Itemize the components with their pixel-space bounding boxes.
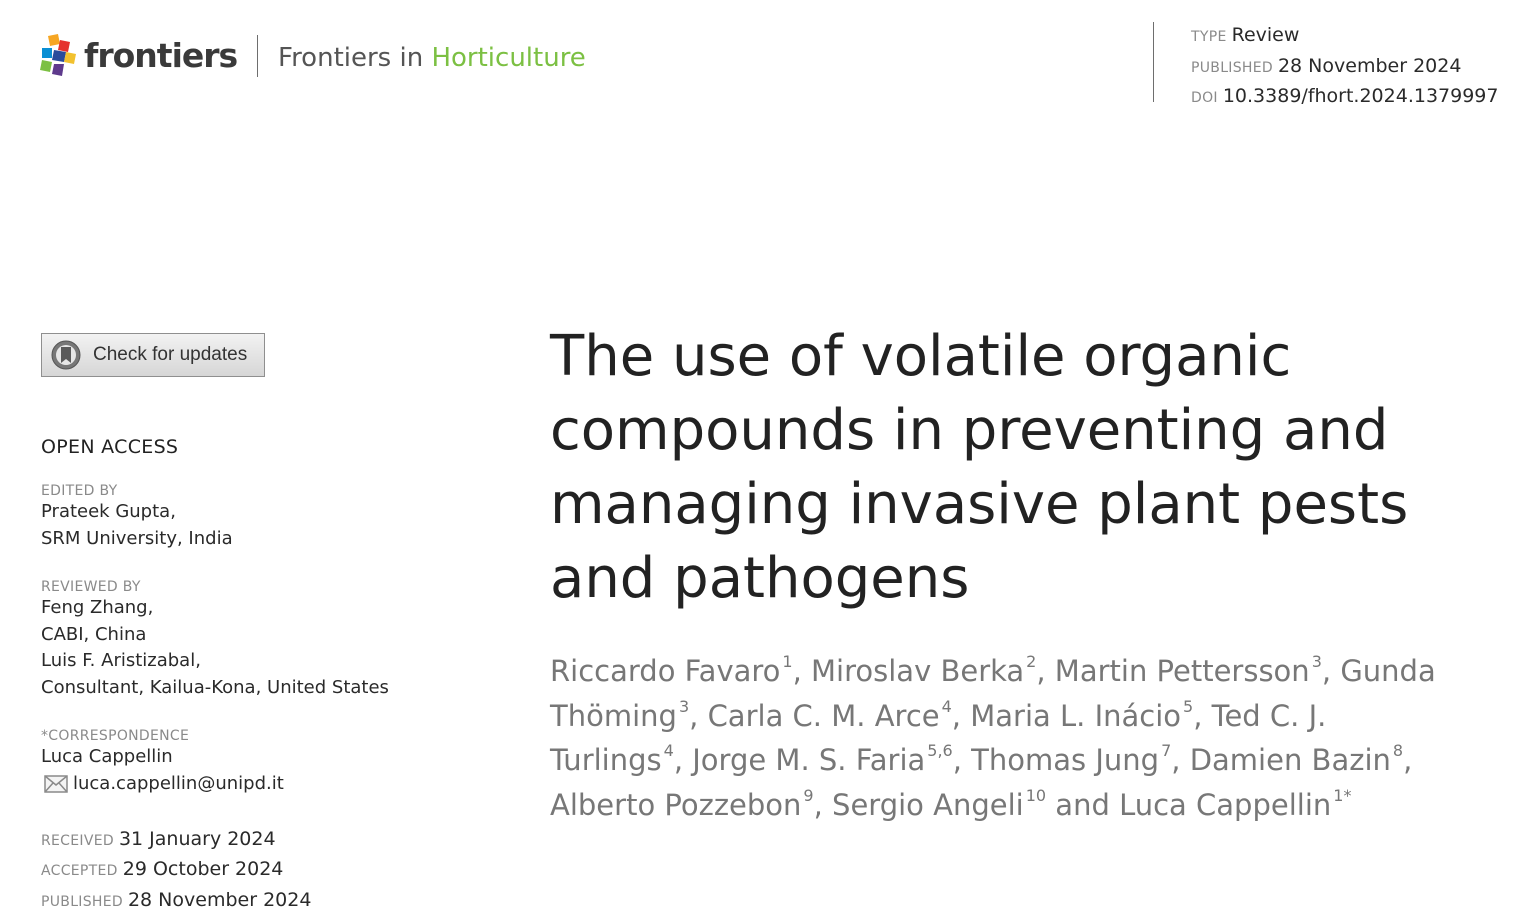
frontiers-logo-icon bbox=[40, 34, 76, 76]
author-separator: , bbox=[673, 743, 693, 777]
author-separator: , bbox=[813, 787, 833, 822]
article-dates bbox=[41, 825, 311, 916]
reviewer-affiliation: Consultant, Kailua-Kona, United States bbox=[41, 677, 389, 699]
author-list bbox=[550, 649, 1450, 827]
author-separator: , bbox=[951, 698, 971, 733]
author-name[interactable]: Maria L. Inácio bbox=[970, 698, 1182, 733]
journal-highlight: Horticulture bbox=[431, 43, 586, 73]
journal-prefix: Frontiers in bbox=[278, 43, 432, 73]
author-separator: , bbox=[792, 654, 812, 688]
published-value: 28 November 2024 bbox=[127, 888, 312, 911]
author-name[interactable]: Luca Cappellin bbox=[1119, 787, 1332, 822]
meta-doi-row bbox=[1191, 82, 1498, 113]
author-separator: , bbox=[1403, 743, 1413, 777]
logo-wordmark: frontiers bbox=[84, 35, 238, 75]
author-name[interactable]: Damien Bazin bbox=[1189, 743, 1391, 777]
author-name[interactable]: Alberto Pozzebon bbox=[550, 787, 802, 822]
reviewer-affiliation: CABI, China bbox=[41, 623, 147, 645]
doi-link[interactable]: 10.3389/fhort.2024.1379997 bbox=[1222, 85, 1499, 107]
author-name[interactable]: Martin Pettersson bbox=[1054, 654, 1310, 688]
author-separator: , bbox=[952, 743, 972, 777]
author-name[interactable]: Carla C. M. Arce bbox=[707, 698, 940, 733]
reviewed-by-section bbox=[41, 579, 389, 702]
author-affiliation-marker: 3 bbox=[1311, 652, 1322, 671]
correspondence-email-row bbox=[41, 771, 284, 798]
journal-name[interactable] bbox=[278, 43, 586, 73]
reviewer-name: Feng Zhang, bbox=[41, 597, 154, 618]
open-access-label: OPEN ACCESS bbox=[41, 436, 179, 458]
meta-published-row bbox=[1191, 52, 1498, 83]
accepted-label: ACCEPTED bbox=[41, 863, 118, 880]
author-separator: , bbox=[689, 698, 708, 733]
author-affiliation-marker: 1* bbox=[1333, 785, 1352, 805]
article-meta bbox=[1191, 21, 1498, 113]
reviewer-name: Luis F. Aristizabal, bbox=[41, 650, 201, 672]
author-affiliation-marker: 4 bbox=[941, 696, 952, 716]
edited-by-section bbox=[41, 483, 233, 552]
author-affiliation-marker: 3 bbox=[678, 696, 690, 716]
author-separator: and bbox=[1046, 787, 1120, 822]
author-separator: , bbox=[1171, 743, 1190, 777]
meta-published-value: 28 November 2024 bbox=[1277, 54, 1462, 77]
author-affiliation-marker: 2 bbox=[1026, 652, 1037, 671]
author-name[interactable]: Miroslav Berka bbox=[811, 654, 1025, 688]
correspondence-label: *CORRESPONDENCE bbox=[41, 728, 190, 744]
author-separator: , bbox=[1193, 698, 1212, 733]
header-divider bbox=[257, 35, 258, 77]
author-name[interactable]: Ted C. J. Turlings bbox=[550, 698, 1327, 777]
received-row bbox=[41, 825, 311, 855]
check-for-updates-label: Check for updates bbox=[93, 344, 248, 365]
author-affiliation-marker: 7 bbox=[1161, 741, 1172, 760]
author-affiliation-marker: 1 bbox=[782, 652, 793, 671]
author-affiliation-marker: 5 bbox=[1183, 696, 1194, 716]
author-name[interactable]: Thomas Jung bbox=[971, 743, 1160, 777]
published-label: PUBLISHED bbox=[41, 893, 123, 910]
author-affiliation-marker: 9 bbox=[803, 785, 814, 805]
meta-type-value: Review bbox=[1231, 24, 1300, 46]
meta-type-label: TYPE bbox=[1191, 29, 1227, 45]
reviewed-by-label: REVIEWED BY bbox=[41, 579, 141, 595]
article-title: The use of volatile organic compounds in preventing and managing invasive plant pests and pathogens bbox=[550, 324, 1409, 611]
author-name[interactable]: Riccardo Favaro bbox=[550, 654, 781, 688]
author-affiliation-marker: 10 bbox=[1025, 785, 1047, 805]
correspondence-name: Luca Cappellin bbox=[41, 746, 173, 767]
meta-doi-label: DOI bbox=[1191, 90, 1218, 106]
author-affiliation-marker: 4 bbox=[663, 741, 674, 760]
edited-by-label: EDITED BY bbox=[41, 483, 118, 499]
accepted-row bbox=[41, 855, 311, 885]
bookmark-icon bbox=[51, 340, 81, 370]
accepted-value: 29 October 2024 bbox=[122, 858, 284, 881]
published-row bbox=[41, 886, 311, 916]
envelope-icon bbox=[44, 775, 68, 793]
received-label: RECEIVED bbox=[41, 833, 114, 849]
meta-divider bbox=[1153, 22, 1154, 102]
received-value: 31 January 2024 bbox=[118, 828, 276, 850]
author-affiliation-marker: 5,6 bbox=[927, 741, 953, 760]
author-affiliation-marker: 8 bbox=[1392, 741, 1404, 760]
publisher-logo[interactable] bbox=[40, 34, 237, 76]
editor-affiliation: SRM University, India bbox=[41, 527, 233, 549]
check-for-updates-button[interactable] bbox=[41, 333, 265, 377]
email-link[interactable]: luca.cappellin@unipd.it bbox=[73, 772, 284, 794]
author-separator: , bbox=[1036, 654, 1055, 688]
correspondence-section bbox=[41, 728, 284, 797]
meta-published-label: PUBLISHED bbox=[1191, 59, 1273, 76]
meta-type-row bbox=[1191, 21, 1498, 52]
author-name[interactable]: Gunda Thöming bbox=[550, 654, 1436, 733]
author-name[interactable]: Sergio Angeli bbox=[832, 787, 1024, 822]
author-separator: , bbox=[1321, 654, 1341, 688]
author-name[interactable]: Jorge M. S. Faria bbox=[692, 743, 926, 777]
editor-name: Prateek Gupta, bbox=[41, 501, 176, 522]
